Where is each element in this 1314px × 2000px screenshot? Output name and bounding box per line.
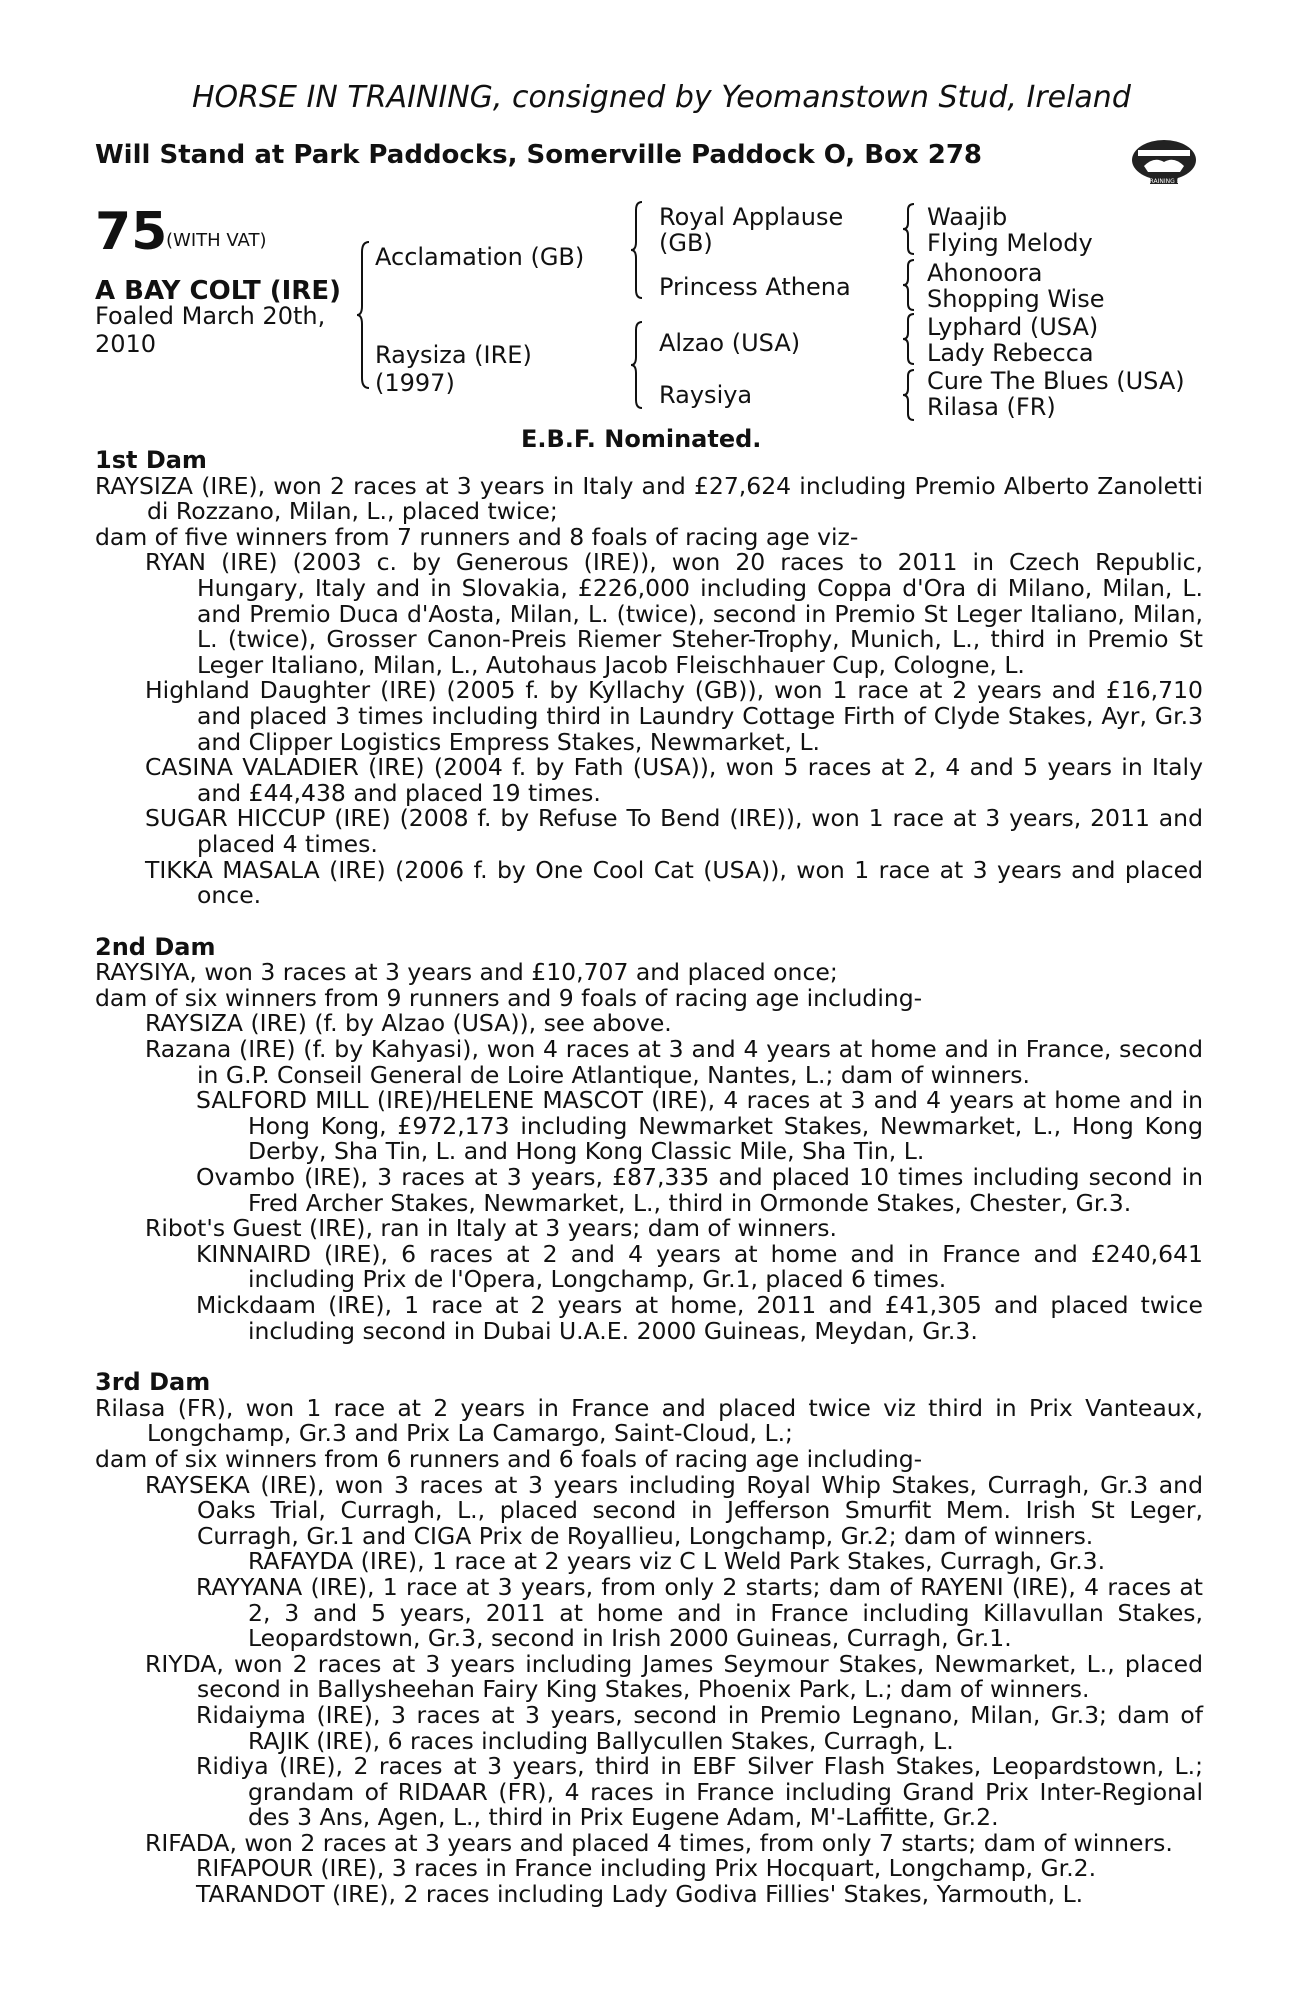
pedigree-brace-sire [630,200,644,300]
pedigree-dam-sire: Alzao (USA) [659,329,801,357]
second-dam-summary: dam of six winners from 9 runners and 9 foals of racing age including- [95,983,923,1012]
first-dam-summary: dam of five winners from 7 runners and 8 foals of racing age viz- [95,522,859,551]
second-dam-grandproduce: Mickdaam (IRE), 1 race at 2 years at home, 2011 and £41,305 and placed twice including second in Dubai U.A.E. 2000 Guineas, Meydan, Gr.3. [196,1291,1203,1345]
pedigree-dam-year: (1997) [375,369,455,397]
first-dam-record: RAYSIZA (IRE), won 2 races at 3 years in Italy and £27,624 including Premio Alberto Zanoletti di Rozzano, Milan, L., placed twice; [95,471,1203,526]
first-dam-produce: RYAN (IRE) (2003 c. by Generous (IRE)), won 20 races to 2011 in Czech Republic, Hungary, Italy and in Slovakia, £226,000 including Coppa d'Ora di Milano, Milan, L. and Premio Duca d'Aosta, Milan, L. (twice), second in Premio St Leger Italiano, Milan, L. (twice), Grosser Canon-Preis Riemer Steher-Trophy, Munich, L., third in Premio St Leger Italiano, Milan, L., Autohaus Jacob Fleischhauer Cup, Cologne, L. [145,548,1203,679]
second-dam-grandproduce: SALFORD MILL (IRE)/HELENE MASCOT (IRE), 4 races at 3 and 4 years at home and in Hong Kong, £972,173 including Newmarket Stakes, Newmarket, L., Hong Kong Derby, Sha Tin, L. and Hong Kong Classic Mile, Sha Tin, L. [196,1086,1203,1166]
third-dam-grandproduce: RAYYANA (IRE), 1 race at 3 years, from only 2 starts; dam of RAYENI (IRE), 4 races at 2, 3 and 5 years, 2011 at home and in France including Killavullan Stakes, Leopardstown, Gr.3, second in Irish 2000 Guineas, Curragh, Gr.1. [196,1572,1203,1653]
first-dam-produce: TIKKA MASALA (IRE) (2006 f. by One Cool Cat (USA)), won 1 race at 3 years and placed once. [145,855,1203,910]
pedigree-g1: Waajib [927,203,1008,231]
pedigree-sire-sire-2: (GB) [659,229,713,257]
second-dam-produce: RAYSIZA (IRE) (f. by Alzao (USA)), see above. [145,1009,672,1038]
pedigree-g6: Lady Rebecca [927,339,1094,367]
produce-record [95,448,1203,1908]
second-dam-record: RAYSIYA, won 3 races at 3 years and £10,707 and placed once; [95,958,838,987]
pedigree-g5: Lyphard (USA) [927,313,1099,341]
first-dam-produce: CASINA VALADIER (IRE) (2004 f. by Fath (USA)), won 5 races at 2, 4 and 5 years in Italy and £44,438 and placed 19 times. [145,753,1203,807]
first-dam-produce: Highland Daughter (IRE) (2005 f. by Kyllachy (GB)), won 1 race at 2 years and £16,710 and placed 3 times including third in Laundry Cottage Firth of Clyde Stakes, Ayr, Gr.3 and Clipper Logistics Empress Stakes, Newmarket, L. [145,676,1203,756]
pedigree-brace-g4 [902,368,916,422]
third-dam-produce: RIFADA, won 2 races at 3 years and placed 4 times, from only 7 starts; dam of winners. [145,1828,1173,1857]
second-dam-grandproduce: Ovambo (IRE), 3 races at 3 years, £87,335 and placed 10 times including second in Fred Archer Stakes, Newmarket, L., third in Ormonde Stakes, Chester, Gr.3. [196,1163,1203,1217]
page-title: HORSE IN TRAINING, consigned by Yeomanstown Stud, Ireland [192,80,1131,115]
pedigree-g4: Shopping Wise [927,285,1105,313]
third-dam-summary: dam of six winners from 6 runners and 6 foals of racing age including- [95,1444,923,1473]
third-dam-grandproduce: Ridiya (IRE), 2 races at 3 years, third in EBF Silver Flash Stakes, Leopardstown, L.; grandam of RIDAAR (FR), 4 races in France including Grand Prix Inter-Regional des 3 Ans, Agen, L., third in Prix Eugene Adam, M'-Laffitte, Gr.2. [196,1752,1203,1832]
ebf-nominated: E.B.F. Nominated. [521,425,762,453]
pedigree-brace-g3 [902,312,916,366]
third-dam-produce: RIYDA, won 2 races at 3 years including James Seymour Stakes, Newmarket, L., placed second in Ballysheehan Fairy King Stakes, Phoenix Park, L.; dam of winners. [145,1649,1203,1704]
pedigree-brace-dam [630,320,644,410]
pedigree-g3: Ahonoora [927,259,1043,287]
pedigree-g7: Cure The Blues (USA) [927,367,1185,395]
pedigree-sire-dam: Princess Athena [659,273,851,301]
second-dam-produce: Ribot's Guest (IRE), ran in Italy at 3 years; dam of winners. [145,1214,837,1243]
third-dam-produce: RAYSEKA (IRE), won 3 races at 3 years including Royal Whip Stakes, Curragh, Gr.3 and Oaks Trial, Curragh, L., placed second in Jefferson Smurfit Mem. Irish St Leger, Curragh, Gr.1 and CIGA Prix de Royallieu, Longchamp, Gr.2; dam of winners. [145,1470,1203,1550]
third-dam-heading: 3rd Dam [95,1368,211,1397]
pedigree-g2: Flying Melody [927,229,1093,257]
third-dam-grandproduce: TARANDOT (IRE), 2 races including Lady Godiva Fillies' Stakes, Yarmouth, L. [196,1880,1084,1909]
pedigree-sire: Acclamation (GB) [375,243,585,271]
pedigree-brace-g2 [902,258,916,312]
second-dam-produce: Razana (IRE) (f. by Kahyasi), won 4 races at 3 and 4 years at home and in France, second in G.P. Conseil General de Loire Atlantique, Nantes, L.; dam of winners. [145,1035,1203,1089]
lot-name: A BAY COLT (IRE) [95,276,341,306]
pedigree-dam-name: Raysiza (IRE) [375,341,532,369]
first-dam-produce: SUGAR HICCUP (IRE) (2008 f. by Refuse To Bend (IRE)), won 1 race at 3 years, 2011 and placed 4 times. [145,804,1203,858]
pedigree-dam-dam: Raysiya [659,381,753,409]
stand-location: Will Stand at Park Paddocks, Somerville Paddock O, Box 278 [95,140,983,170]
second-dam-heading: 2nd Dam [95,932,216,961]
vat-note: (WITH VAT) [166,230,267,251]
pedigree-brace-g1 [902,202,916,256]
lot-number: 75 [95,202,168,262]
second-dam-grandproduce: KINNAIRD (IRE), 6 races at 2 and 4 years at home and in France and £240,641 including Prix de l'Opera, Longchamp, Gr.1, placed 6 times. [196,1239,1203,1294]
logo-text: RACING POST TRAINING BONUS £10,000 [1103,178,1225,185]
pedigree-brace-main [356,240,372,390]
third-dam-record: Rilasa (FR), won 1 race at 2 years in France and placed twice viz third in Prix Vanteaux, Longchamp, Gr.3 and Prix La Camargo, Saint-Cloud, L.; [95,1393,1203,1448]
first-dam-heading: 1st Dam [95,446,207,474]
third-dam-grandproduce: RIFAPOUR (IRE), 3 races in France including Prix Hocquart, Longchamp, Gr.2. [196,1854,1097,1883]
pedigree-sire-sire-1: Royal Applause [659,203,844,231]
foaled-date: Foaled March 20th, 2010 [95,302,326,358]
third-dam-grandproduce: Ridaiyma (IRE), 3 races at 3 years, second in Premio Legnano, Milan, Gr.3; dam of RAJIK (IRE), 6 races including Ballycullen Stakes, Curragh, L. [196,1700,1203,1755]
third-dam-grandproduce: RAFAYDA (IRE), 1 race at 2 years viz C L Weld Park Stakes, Curragh, Gr.3. [248,1547,1106,1576]
pedigree-g8: Rilasa (FR) [927,393,1056,421]
racing-post-bonus-logo [1103,132,1225,188]
